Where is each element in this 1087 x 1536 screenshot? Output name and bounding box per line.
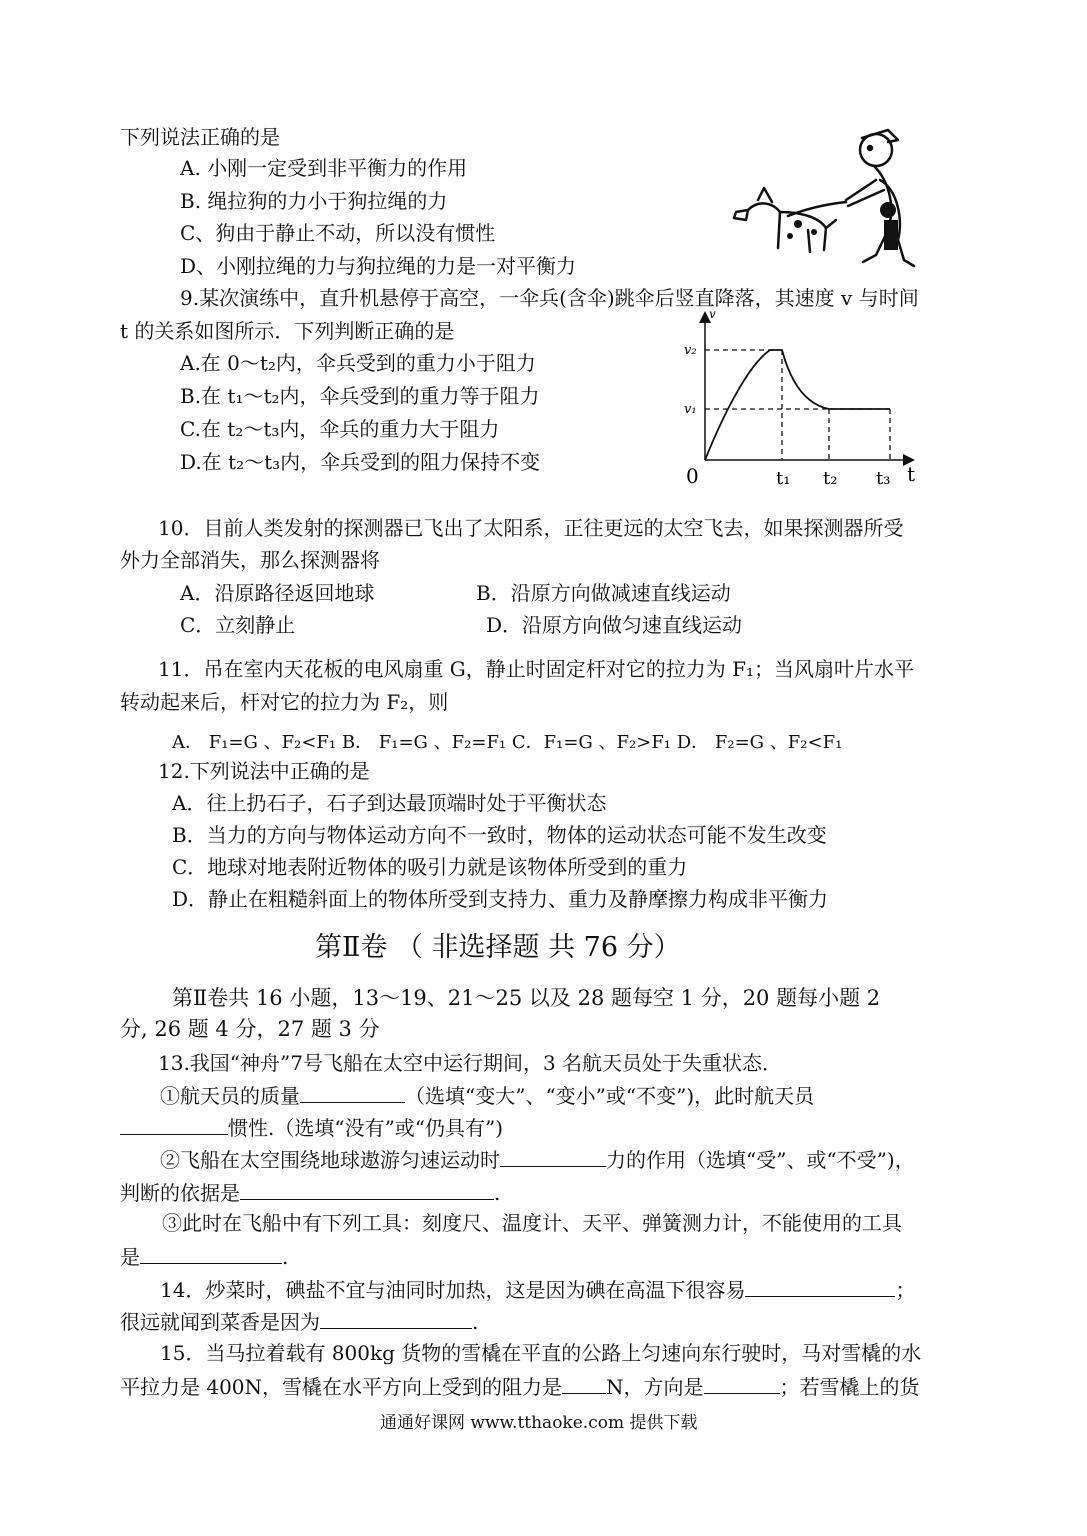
q11-stem-line1: 11．吊在室内天花板的电风扇重 G，静止时固定杆对它的拉力为 F₁；当风扇叶片水平	[158, 657, 915, 681]
q13-part2-text-c: 判断的依据是	[120, 1181, 240, 1205]
q14-text-2: 很远就闻到菜香是因为	[120, 1310, 320, 1334]
velocity-time-graph	[672, 308, 932, 493]
q12-option-d: D．静止在粗糙斜面上的物体所受到支持力、重力及静摩擦力构成非平衡力	[172, 887, 829, 911]
q9-stem-line1: 9.某次演练中，直升机悬停于高空，一伞兵(含伞)跳伞后竖直降落，其速度 v 与时间	[180, 286, 919, 310]
q13-part3-end: .	[282, 1245, 289, 1269]
q13-blank-mass[interactable]	[300, 1082, 405, 1103]
graph-label-v2: v₂	[684, 343, 697, 358]
q9-option-d: D.在 t₂～t₃内，伞兵受到的阻力保持不变	[180, 450, 541, 474]
q14-line2-end: .	[472, 1310, 479, 1334]
graph-label-t1: t₁	[776, 468, 791, 489]
q10-option-a: A．沿原路径返回地球	[180, 581, 375, 605]
q10-option-d: D．沿原方向做匀速直线运动	[486, 613, 743, 637]
graph-label-t3: t₃	[876, 468, 891, 489]
q13-stem: 13.我国“神舟”7号飞船在太空中运行期间，3 名航天员处于失重状态．	[158, 1051, 783, 1075]
q14-blank-sublimate[interactable]	[745, 1276, 895, 1297]
q9-stem-line2: t 的关系如图所示．下列判断正确的是	[120, 319, 455, 343]
q13-part3-line2	[120, 1243, 288, 1270]
man-dog-illustration	[728, 120, 918, 270]
q8-option-b: B. 绳拉狗的力小于狗拉绳的力	[180, 189, 448, 213]
q13-part2-text-b: 力的作用（选填“受”、或“不受”)，	[606, 1148, 915, 1172]
q8-option-c: C、狗由于静止不动，所以没有惯性	[180, 221, 496, 245]
q13-blank-basis[interactable]	[240, 1179, 494, 1200]
q13-blank-tool[interactable]	[140, 1243, 282, 1264]
q8-option-d: D、小刚拉绳的力与狗拉绳的力是一对平衡力	[180, 254, 577, 278]
q11-options: A． F₁=G 、F₂<F₁ B． F₁=G 、F₂=F₁ C．F₁=G 、F₂>F₁ D． F₂=G 、F₂<F₁	[172, 732, 843, 753]
q15-line2	[120, 1373, 920, 1400]
q12-option-b: B．当力的方向与物体运动方向不一致时，物体的运动状态可能不发生改变	[172, 823, 827, 847]
graph-label-v: v	[709, 308, 716, 321]
section2-intro-line2: 分, 26 题 4 分，27 题 3 分	[120, 1017, 380, 1041]
graph-label-origin: 0	[686, 464, 699, 488]
q15-blank-resistance[interactable]	[562, 1373, 606, 1394]
q10-option-b: B．沿原方向做减速直线运动	[476, 581, 731, 605]
q13-blank-inertia[interactable]	[120, 1114, 228, 1135]
section2-title: 第Ⅱ卷 （ 非选择题 共 76 分）	[315, 932, 681, 963]
q9-option-a: A.在 0～t₂内，伞兵受到的重力小于阻力	[180, 351, 536, 375]
section2-intro-line1: 第Ⅱ卷共 16 小题，13～19、21～25 以及 28 题每空 1 分，20 题每小题 2	[172, 986, 881, 1010]
q15-text-c: ；若雪橇上的货	[779, 1375, 920, 1399]
graph-label-t: t	[907, 462, 916, 486]
q15-text-a: 平拉力是 400N，雪橇在水平方向上受到的阻力是	[120, 1375, 563, 1399]
q13-part3-text-b: 是	[120, 1245, 140, 1269]
q9-option-c: C.在 t₂～t₃内，伞兵的重力大于阻力	[180, 417, 500, 441]
q13-part1-text-b: （选填“变大”、“变小”或“不变”)，此时航天员	[405, 1084, 815, 1108]
velocity-curve	[705, 350, 890, 460]
q14-line1-end: ；	[895, 1278, 916, 1302]
q10-stem-line2: 外力全部消失，那么探测器将	[120, 548, 380, 572]
q13-part2-end: .	[494, 1181, 501, 1205]
q12-option-c: C．地球对地表附近物体的吸引力就是该物体所受到的重力	[172, 855, 688, 879]
q15-text-b: N，方向是	[606, 1375, 704, 1399]
q12-stem: 12.下列说法中正确的是	[158, 759, 370, 783]
q13-part1-text-a: ①航天员的质量	[160, 1084, 300, 1108]
q14-blank-smell[interactable]	[320, 1308, 472, 1329]
q10-stem-line1: 10．目前人类发射的探测器已飞出了太阳系，正往更远的太空飞去，如果探测器所受	[158, 516, 904, 540]
q15-blank-direction[interactable]	[704, 1373, 780, 1394]
q8-stem-tail: 下列说法正确的是	[120, 125, 280, 149]
q8-option-a: A. 小刚一定受到非平衡力的作用	[180, 156, 468, 180]
q13-blank-force[interactable]	[500, 1146, 606, 1167]
q13-part2-line2	[120, 1179, 500, 1206]
page-footer: 通通好课网 www.tthaoke.com 提供下载	[380, 1413, 698, 1433]
q13-part3-line1: ③此时在飞船中有下列工具：刻度尺、温度计、天平、弹簧测力计，不能使用的工具	[162, 1211, 902, 1235]
q13-part1-text-c: 惯性.（选填“没有”或“仍具有”)	[228, 1116, 504, 1140]
q13-part2-line1	[160, 1146, 915, 1173]
q13-part2-text-a: ②飞船在太空围绕地球遨游匀速运动时	[160, 1148, 500, 1172]
graph-label-t2: t₂	[823, 468, 838, 489]
q11-stem-line2: 转动起来后，杆对它的拉力为 F₂，则	[120, 690, 449, 714]
q15-line1: 15．当马拉着载有 800kg 货物的雪橇在平直的公路上匀速向东行驶时，马对雪橇的水	[160, 1341, 922, 1365]
graph-label-v1: v₁	[684, 402, 697, 417]
q10-option-c: C．立刻静止	[180, 613, 296, 637]
q13-part1-line2	[120, 1114, 503, 1141]
q14-line2	[120, 1308, 478, 1335]
q13-part1-line1	[160, 1082, 814, 1109]
q14-text-1: 14．炒菜时，碘盐不宜与油同时加热，这是因为碘在高温下很容易	[160, 1278, 746, 1302]
q9-option-b: B.在 t₁～t₂内，伞兵受到的重力等于阻力	[180, 384, 540, 408]
q12-option-a: A．往上扔石子，石子到达最顶端时处于平衡状态	[172, 791, 607, 815]
q14-line1	[160, 1276, 915, 1303]
